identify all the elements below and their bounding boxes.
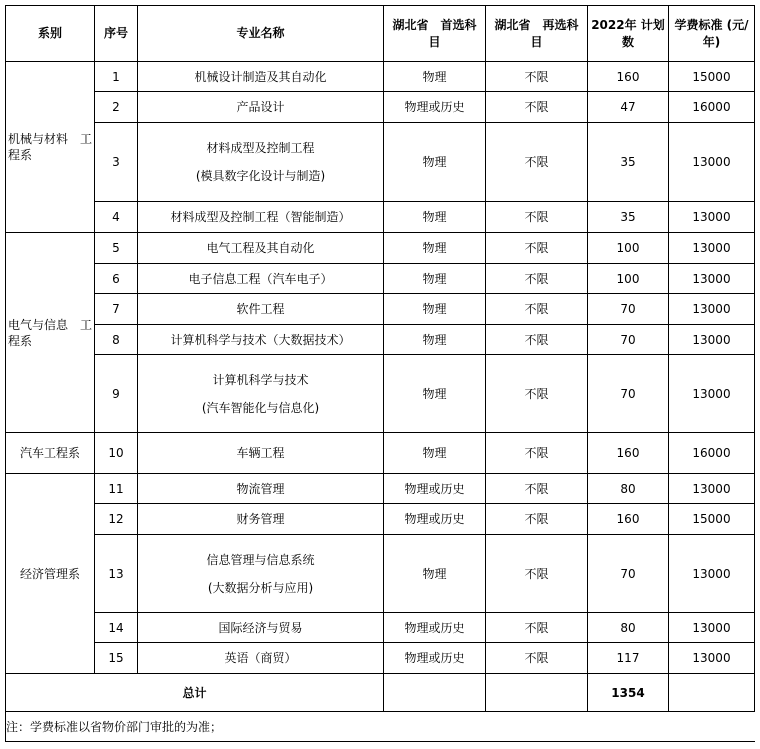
header-fee-line1: 学费标准 (元/	[674, 17, 749, 32]
seq-cell: 4	[95, 202, 138, 233]
note-row	[6, 712, 755, 742]
table-row	[6, 613, 755, 643]
re-subject-cell: 不限	[486, 62, 588, 92]
header-plan-line2: 数	[621, 34, 634, 49]
plan-cell: 160	[588, 62, 669, 92]
major-cell: 材料成型及控制工程（智能制造）	[138, 202, 384, 233]
plan-cell: 100	[588, 264, 669, 294]
major-cell: 国际经济与贸易	[138, 613, 384, 643]
major-cell: 软件工程	[138, 294, 384, 325]
plan-cell: 47	[588, 92, 669, 123]
re-subject-cell: 不限	[486, 325, 588, 355]
enrollment-plan-table	[5, 5, 755, 742]
seq-cell: 5	[95, 233, 138, 264]
header-major: 专业名称	[138, 6, 384, 62]
fee-cell: 13000	[669, 294, 755, 325]
first-subject-cell: 物理	[384, 62, 486, 92]
table-row	[6, 355, 755, 433]
plan-cell: 70	[588, 535, 669, 613]
header-plan-line1: 2022年 计划	[591, 17, 665, 32]
header-fee-line2: 年)	[702, 34, 721, 49]
table-row	[6, 202, 755, 233]
first-subject-cell: 物理	[384, 433, 486, 474]
header-first-line2: 目	[428, 34, 441, 49]
plan-cell: 117	[588, 643, 669, 674]
header-re-subject	[486, 6, 588, 62]
re-subject-cell: 不限	[486, 92, 588, 123]
re-subject-cell: 不限	[486, 202, 588, 233]
header-first-line1: 湖北省 首选科	[392, 17, 477, 32]
fee-cell: 13000	[669, 264, 755, 294]
first-subject-cell: 物理	[384, 294, 486, 325]
header-re-line2: 目	[530, 34, 543, 49]
plan-cell: 70	[588, 294, 669, 325]
major-line2: (大数据分析与应用)	[207, 580, 314, 595]
plan-cell: 80	[588, 474, 669, 504]
plan-cell: 80	[588, 613, 669, 643]
fee-cell: 13000	[669, 535, 755, 613]
table-row	[6, 264, 755, 294]
seq-cell: 12	[95, 504, 138, 535]
seq-cell: 15	[95, 643, 138, 674]
first-subject-cell: 物理或历史	[384, 474, 486, 504]
table-row	[6, 474, 755, 504]
plan-cell: 160	[588, 504, 669, 535]
major-cell	[138, 355, 384, 433]
re-subject-cell: 不限	[486, 355, 588, 433]
re-subject-cell: 不限	[486, 504, 588, 535]
first-subject-cell: 物理	[384, 325, 486, 355]
first-subject-cell: 物理	[384, 355, 486, 433]
re-subject-cell: 不限	[486, 613, 588, 643]
header-seq: 序号	[95, 6, 138, 62]
total-row	[6, 674, 755, 712]
table-row	[6, 433, 755, 474]
seq-cell: 11	[95, 474, 138, 504]
plan-cell: 160	[588, 433, 669, 474]
first-subject-cell: 物理	[384, 233, 486, 264]
fee-cell: 15000	[669, 62, 755, 92]
total-empty-fee	[669, 674, 755, 712]
seq-cell: 8	[95, 325, 138, 355]
dept-auto: 汽车工程系	[6, 433, 95, 474]
dept-elec: 电气与信息 工程系	[6, 233, 95, 433]
table-row	[6, 233, 755, 264]
dept-econ: 经济管理系	[6, 474, 95, 674]
fee-cell: 13000	[669, 202, 755, 233]
seq-cell: 1	[95, 62, 138, 92]
re-subject-cell: 不限	[486, 233, 588, 264]
footnote: 注：学费标准以省物价部门审批的为准；	[6, 712, 755, 742]
total-empty-first	[384, 674, 486, 712]
header-row	[6, 6, 755, 62]
first-subject-cell: 物理	[384, 535, 486, 613]
fee-cell: 13000	[669, 325, 755, 355]
major-line1: 材料成型及控制工程	[206, 141, 315, 155]
major-cell: 电气工程及其自动化	[138, 233, 384, 264]
major-cell: 产品设计	[138, 92, 384, 123]
total-empty-re	[486, 674, 588, 712]
table-row	[6, 643, 755, 674]
major-cell	[138, 123, 384, 202]
seq-cell: 9	[95, 355, 138, 433]
major-cell: 财务管理	[138, 504, 384, 535]
fee-cell: 13000	[669, 233, 755, 264]
table-row	[6, 92, 755, 123]
seq-cell: 3	[95, 123, 138, 202]
header-fee	[669, 6, 755, 62]
major-cell: 英语（商贸）	[138, 643, 384, 674]
major-cell: 车辆工程	[138, 433, 384, 474]
plan-cell: 35	[588, 202, 669, 233]
seq-cell: 13	[95, 535, 138, 613]
re-subject-cell: 不限	[486, 264, 588, 294]
re-subject-cell: 不限	[486, 433, 588, 474]
table-row	[6, 123, 755, 202]
table-row	[6, 325, 755, 355]
plan-cell: 35	[588, 123, 669, 202]
major-line1: 计算机科学与技术	[212, 372, 309, 387]
header-re-line1: 湖北省 再选科	[494, 17, 579, 32]
first-subject-cell: 物理	[384, 202, 486, 233]
first-subject-cell: 物理	[384, 264, 486, 294]
total-label: 总计	[6, 674, 384, 712]
fee-cell: 13000	[669, 123, 755, 202]
seq-cell: 14	[95, 613, 138, 643]
major-line2: (汽车智能化与信息化)	[201, 400, 320, 415]
first-subject-cell: 物理	[384, 123, 486, 202]
total-plan: 1354	[588, 674, 669, 712]
major-cell: 物流管理	[138, 474, 384, 504]
table-row	[6, 504, 755, 535]
re-subject-cell: 不限	[486, 643, 588, 674]
table-row	[6, 535, 755, 613]
major-cell: 电子信息工程（汽车电子）	[138, 264, 384, 294]
fee-cell: 16000	[669, 433, 755, 474]
major-line2: (模具数字化设计与制造)	[195, 169, 326, 183]
first-subject-cell: 物理或历史	[384, 504, 486, 535]
table-row	[6, 62, 755, 92]
header-dept: 系别	[6, 6, 95, 62]
major-cell: 机械设计制造及其自动化	[138, 62, 384, 92]
fee-cell: 13000	[669, 613, 755, 643]
fee-cell: 13000	[669, 474, 755, 504]
first-subject-cell: 物理或历史	[384, 643, 486, 674]
plan-cell: 100	[588, 233, 669, 264]
dept-mech: 机械与材料 工程系	[6, 62, 95, 233]
fee-cell: 13000	[669, 643, 755, 674]
plan-cell: 70	[588, 355, 669, 433]
first-subject-cell: 物理或历史	[384, 613, 486, 643]
header-first-subject	[384, 6, 486, 62]
fee-cell: 16000	[669, 92, 755, 123]
plan-cell: 70	[588, 325, 669, 355]
re-subject-cell: 不限	[486, 294, 588, 325]
seq-cell: 2	[95, 92, 138, 123]
header-plan	[588, 6, 669, 62]
table-row	[6, 294, 755, 325]
fee-cell: 13000	[669, 355, 755, 433]
fee-cell: 15000	[669, 504, 755, 535]
re-subject-cell: 不限	[486, 535, 588, 613]
seq-cell: 10	[95, 433, 138, 474]
re-subject-cell: 不限	[486, 123, 588, 202]
seq-cell: 6	[95, 264, 138, 294]
major-cell: 计算机科学与技术（大数据技术）	[138, 325, 384, 355]
re-subject-cell: 不限	[486, 474, 588, 504]
major-cell	[138, 535, 384, 613]
major-line1: 信息管理与信息系统	[206, 552, 315, 567]
seq-cell: 7	[95, 294, 138, 325]
first-subject-cell: 物理或历史	[384, 92, 486, 123]
